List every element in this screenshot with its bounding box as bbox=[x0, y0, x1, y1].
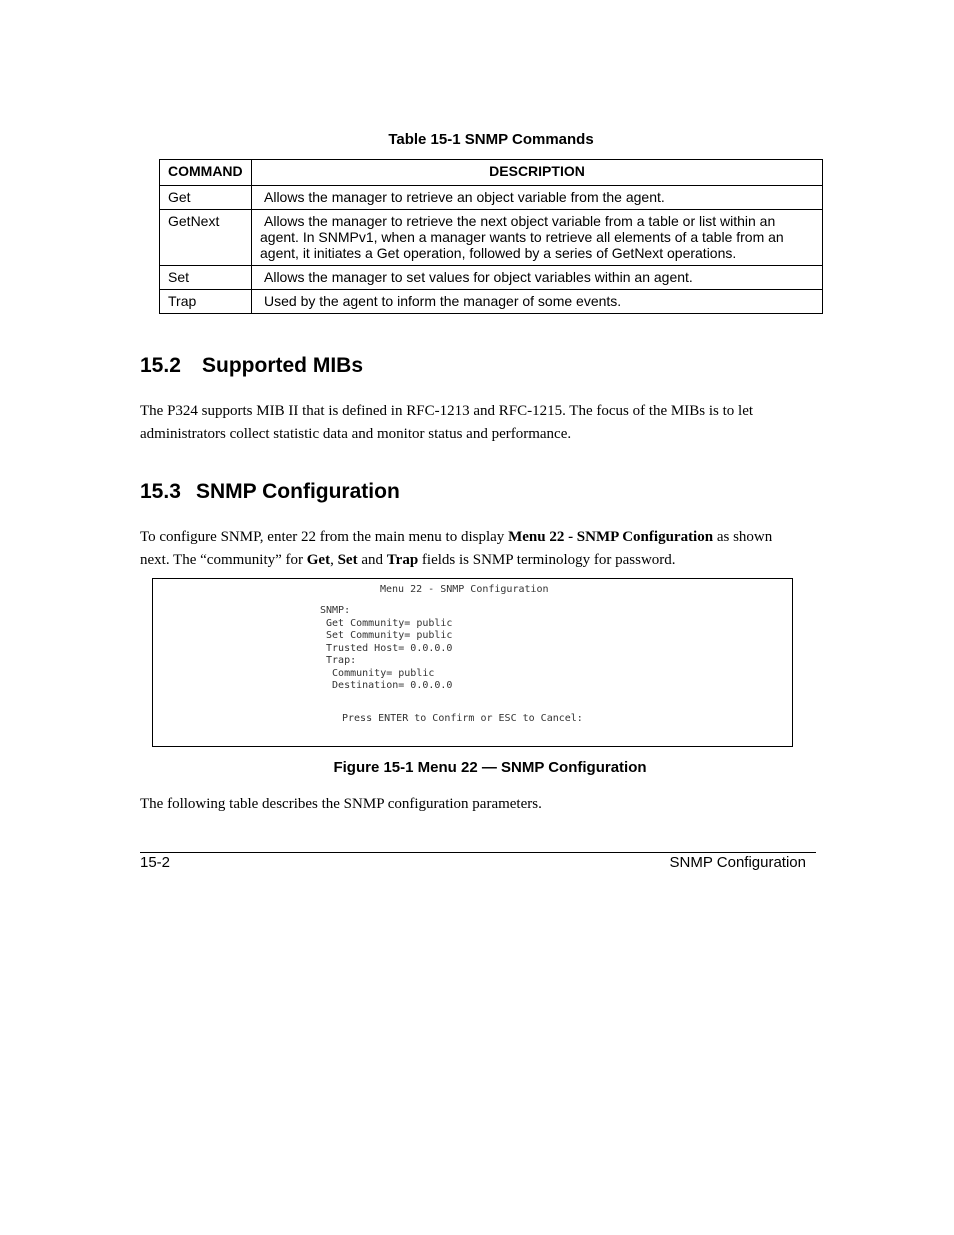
footer-divider bbox=[140, 852, 816, 853]
supported-mibs-paragraph bbox=[140, 400, 812, 446]
intro-text: as shown bbox=[713, 529, 773, 545]
command-cell: GetNext bbox=[160, 210, 252, 266]
command-cell: Get bbox=[160, 186, 252, 210]
table-row bbox=[160, 186, 823, 210]
intro-text: To configure SNMP, enter 22 from the main menu to display bbox=[140, 529, 509, 545]
snmp-commands-table bbox=[159, 159, 823, 314]
description-line: Allows the manager to retrieve the next object variable from a table or list within an bbox=[264, 213, 776, 229]
following-text: The following table describes the SNMP configuration parameters. bbox=[140, 796, 542, 812]
intro-text: fields is SNMP terminology for password. bbox=[418, 552, 676, 568]
description-line: agent, it initiates a Get operation, followed by a series of GetNext operations. bbox=[260, 245, 737, 261]
description-cell bbox=[252, 210, 823, 266]
command-cell: Trap bbox=[160, 290, 252, 314]
description-cell bbox=[252, 186, 823, 210]
paragraph-line: administrators collect statistic data and monitor status and performance. bbox=[140, 426, 572, 442]
intro-text: and bbox=[357, 552, 387, 568]
command-cell: Set bbox=[160, 266, 252, 290]
description-line: Used by the agent to inform the manager of some events. bbox=[264, 293, 622, 309]
menu-22-screen bbox=[152, 578, 793, 747]
paragraph-line: The P324 supports MIB II that is defined in RFC-1213 and RFC-1215. The focus of the MIBs is to let bbox=[140, 403, 754, 419]
description-line: agent. In SNMPv1, when a manager wants to retrieve all elements of a table from an bbox=[260, 229, 784, 245]
table-row bbox=[160, 266, 823, 290]
intro-text: , bbox=[330, 552, 338, 568]
table-row bbox=[160, 210, 823, 266]
description-cell bbox=[252, 290, 823, 314]
menu-line: Get Community= public bbox=[320, 617, 453, 629]
menu-line: Trusted Host= 0.0.0.0 bbox=[320, 642, 453, 654]
figure-caption: Figure 15-1 Menu 22 — SNMP Configuration bbox=[333, 759, 647, 776]
intro-field-set: Set bbox=[337, 552, 358, 568]
intro-field-trap: Trap bbox=[386, 552, 419, 568]
menu-title: Menu 22 - SNMP Configuration bbox=[380, 584, 549, 595]
table-caption: Table 15-1 SNMP Commands bbox=[388, 131, 594, 148]
menu-line: Trap: bbox=[320, 655, 357, 666]
column-header-command: COMMAND bbox=[160, 160, 252, 186]
description-line: Allows the manager to retrieve an object variable from the agent. bbox=[264, 189, 665, 205]
snmp-configuration-intro bbox=[140, 526, 812, 572]
menu-line: SNMP: bbox=[320, 605, 351, 616]
description-cell bbox=[252, 266, 823, 290]
menu-line: Destination= 0.0.0.0 bbox=[320, 680, 453, 691]
section-heading-supported-mibs bbox=[140, 354, 363, 378]
description-line: Allows the manager to set values for object variables within an agent. bbox=[264, 269, 693, 285]
section-number: 15.3 bbox=[140, 480, 181, 503]
table-header-row bbox=[160, 160, 823, 186]
intro-field-get: Get bbox=[306, 552, 331, 568]
menu-line: Community= public bbox=[320, 667, 435, 679]
section-heading-snmp-configuration bbox=[140, 480, 400, 504]
table-row bbox=[160, 290, 823, 314]
intro-menu-name: Menu 22 - SNMP Configuration bbox=[508, 529, 714, 545]
column-header-description: DESCRIPTION bbox=[252, 160, 823, 186]
intro-text: next. The “community” for bbox=[140, 552, 307, 568]
page-number: 15-2 bbox=[140, 854, 171, 871]
menu-prompt: Press ENTER to Confirm or ESC to Cancel: bbox=[342, 713, 583, 724]
section-number: 15.2 bbox=[140, 354, 181, 377]
section-title: Supported MIBs bbox=[202, 354, 363, 377]
footer-chapter-title: SNMP Configuration bbox=[669, 854, 806, 871]
menu-line: Set Community= public bbox=[320, 630, 453, 641]
section-title: SNMP Configuration bbox=[196, 480, 400, 503]
